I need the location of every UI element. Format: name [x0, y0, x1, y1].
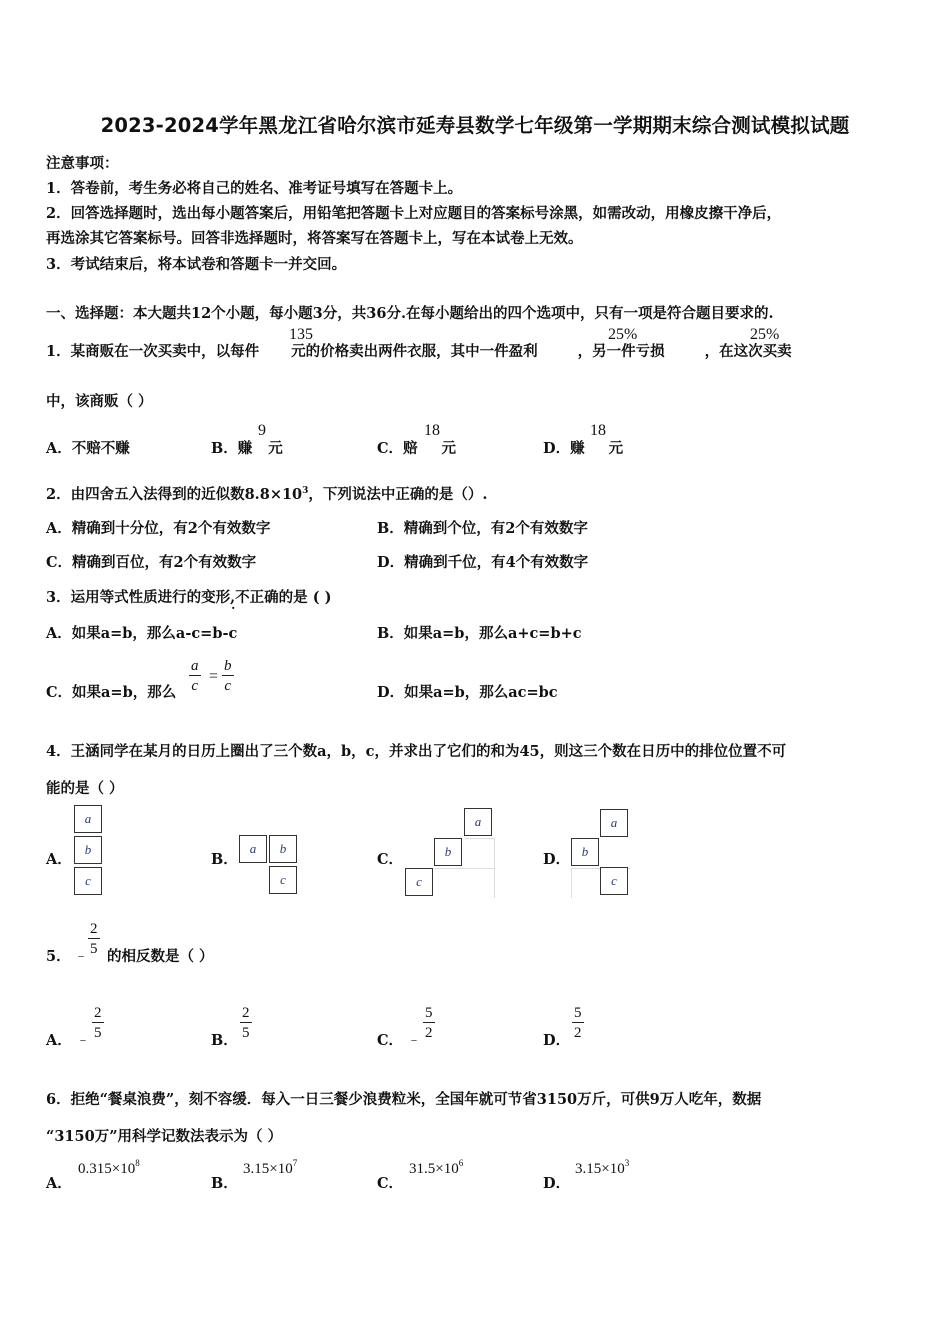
q1-option-c: C．赔 元 [377, 440, 457, 457]
notice-item-2: 2．回答选择题时，选出每小题答案后，用铅笔把答题卡上对应题目的答案标号涂黑，如需改动，用橡皮擦干净后， [46, 205, 782, 222]
q5-fraction: $\frac{2}{5}$ [90, 921, 98, 957]
q5-option-d: D． [543, 1032, 571, 1049]
q5-stem: 的相反数是（ ） [107, 948, 214, 965]
q1-price: 135 [289, 326, 313, 343]
q5-option-a-neg: ﹣ [76, 1032, 90, 1048]
q2-option-c: C．精确到百位，有2个有效数字 [46, 554, 257, 571]
notice-item-2-cont: 再选涂其它答案标号。回答非选择题时，将答案写在答题卡上，写在本试卷上无效。 [46, 230, 583, 247]
calendar-cell-b: b [269, 835, 297, 863]
question-4-line1: 4．王涵同学在某月的日历上圈出了三个数a，b，c，并求出了它们的和为45，则这三个数在日历中的排位位置不可 [46, 743, 787, 760]
q1-option-c-value: 18 [424, 422, 440, 439]
q4-option-c-label: C． [377, 851, 404, 868]
notice-item-1: 1．答卷前，考生务必将自己的姓名、准考证号填写在答题卡上。 [46, 180, 463, 197]
q6-option-d-value: $3.15\times 10^3$ [575, 1158, 630, 1177]
q5-label: 5． [46, 948, 71, 965]
q5-option-d-fraction: $\frac{5}{2}$ [574, 1005, 582, 1041]
q4-option-b-label: B． [211, 851, 238, 868]
calendar-cell-b: b [434, 838, 462, 866]
q5-option-b-fraction: $\frac{2}{5}$ [242, 1005, 250, 1041]
calendar-cell-a: a [74, 805, 102, 833]
q1-option-d-value: 18 [590, 422, 606, 439]
calendar-cell-c: c [269, 866, 297, 894]
q1-profit: 25% [608, 326, 638, 343]
q6-option-a-value: $0.315\times 10^8$ [78, 1158, 140, 1177]
q3-fraction-a-over-c: $\frac{a}{c}$ [191, 658, 199, 694]
q3-equals: = [209, 668, 219, 685]
q4-option-a-label: A． [46, 851, 72, 868]
question-3-stem: 3．运用等式性质进行的变形,不 .正确的是 ( ) [46, 586, 331, 607]
q3-option-a: A．如果a=b，那么a-c=b-c [46, 625, 238, 642]
calendar-cell-c: c [600, 867, 628, 895]
q6-option-a: A． [46, 1175, 72, 1192]
calendar-cell-a: a [600, 809, 628, 837]
q3-option-c: C．如果a=b，那么 [46, 684, 177, 701]
q5-option-c-fraction: $\frac{5}{2}$ [425, 1005, 433, 1041]
q6-option-c-value: $31.5\times 10^6$ [409, 1158, 464, 1177]
notice-item-3: 3．考试结束后，将本试卷和答题卡一并交回。 [46, 256, 347, 273]
q1-loss: 25% [750, 326, 780, 343]
question-6-line2: “3150万”用科学记数法表示为（ ） [46, 1128, 283, 1145]
q1-option-b-value: 9 [258, 422, 266, 439]
section-heading: 一、选择题：本大题共12个小题，每小题3分，共36分.在每小题给出的四个选项中，只有一项是符合题目要求的. [46, 305, 774, 322]
calendar-cell-a: a [239, 835, 267, 863]
q1-option-a: A．不赔不赚 [46, 440, 130, 457]
q2-option-b: B．精确到个位，有2个有效数字 [377, 520, 588, 537]
question-1-line2: 中，该商贩（ ） [46, 393, 153, 410]
q1-option-b: B．赚 元 [211, 440, 283, 457]
page-title: 2023-2024学年黑龙江省哈尔滨市延寿县数学七年级第一学期期末综合测试模拟试题 [100, 114, 850, 137]
question-2-stem: 2．由四舍五入法得到的近似数$8.8\times 10^3$，下列说法中正确的是（）. [46, 486, 488, 503]
q2-option-a: A．精确到十分位，有2个有效数字 [46, 520, 271, 537]
q3-option-d: D．如果a=b，那么ac=bc [377, 684, 558, 701]
calendar-cell-c: c [405, 868, 433, 896]
question-1-line1 [46, 340, 792, 361]
q1-option-d: D．赚 元 [543, 440, 624, 457]
notice-heading: 注意事项： [46, 155, 119, 172]
q5-option-b: B． [211, 1032, 238, 1049]
question-6-line1: 6．拒绝“餐桌浪费”，刻不容缓．每入一日三餐少浪费粒米，全国年就可节省3150万斤，可供9万人吃年，数据 [46, 1091, 762, 1108]
q3-fraction-b-over-c: $\frac{b}{c}$ [224, 658, 232, 694]
q5-neg-sign: ﹣ [74, 948, 88, 964]
q2-option-d: D．精确到千位，有4个有效数字 [377, 554, 589, 571]
q6-option-b-value: $3.15\times 10^7$ [243, 1158, 298, 1177]
q5-option-a-fraction: $\frac{2}{5}$ [94, 1005, 102, 1041]
calendar-cell-b: b [74, 836, 102, 864]
question-4-line2: 能的是（ ） [46, 780, 124, 797]
q6-option-d: D． [543, 1175, 571, 1192]
q3-option-b: B．如果a=b，那么a+c=b+c [377, 625, 582, 642]
q5-option-c: C． [377, 1032, 404, 1049]
q6-option-b: B． [211, 1175, 238, 1192]
q1-part2: 元的价格卖出两件衣服，其中一件盈利 [291, 343, 538, 360]
q5-option-c-neg: ﹣ [407, 1032, 421, 1048]
q4-option-d-label: D． [543, 851, 571, 868]
calendar-cell-b: b [571, 838, 599, 866]
q1-part1: 1．某商贩在一次买卖中，以每件 [46, 343, 260, 360]
calendar-cell-a: a [464, 808, 492, 836]
q1-part3: ，另一件亏损 [577, 343, 665, 360]
q6-option-c: C． [377, 1175, 404, 1192]
q1-part4: ，在这次买卖 [704, 343, 792, 360]
calendar-cell-c: c [74, 867, 102, 895]
q5-option-a: A． [46, 1032, 72, 1049]
